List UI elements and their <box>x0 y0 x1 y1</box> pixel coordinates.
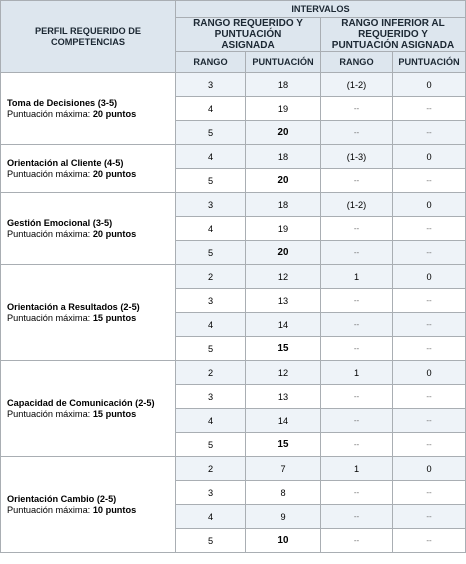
rango-inferior-cell: 1 <box>321 457 393 481</box>
competencia-cell <box>1 145 176 193</box>
table-row <box>1 457 466 481</box>
puntuacion-inferior-cell: 0 <box>393 73 466 97</box>
header-col-puntuacion: PUNTUACIÓN <box>246 52 321 73</box>
puntuacion-cell: 12 <box>246 265 321 289</box>
competencia-max <box>7 109 175 120</box>
table-row <box>1 73 466 97</box>
puntuacion-inferior-cell: -- <box>393 169 466 193</box>
puntuacion-cell: 14 <box>246 313 321 337</box>
puntuacion-cell: 13 <box>246 289 321 313</box>
table-body <box>1 73 466 553</box>
rango-cell: 2 <box>176 361 246 385</box>
rango-inferior-cell: -- <box>321 337 393 361</box>
puntuacion-inferior-cell: -- <box>393 121 466 145</box>
max-label: Puntuación máxima: <box>7 408 91 419</box>
puntuacion-inferior-cell: -- <box>393 409 466 433</box>
max-label: Puntuación máxima: <box>7 504 91 515</box>
puntuacion-inferior-cell: 0 <box>393 361 466 385</box>
competencia-cell <box>1 361 176 457</box>
competencia-cell <box>1 457 176 553</box>
puntuacion-inferior-cell: -- <box>393 217 466 241</box>
table-row <box>1 193 466 217</box>
puntuacion-inferior-cell: -- <box>393 481 466 505</box>
puntuacion-cell: 20 <box>246 241 321 265</box>
rango-cell: 2 <box>176 265 246 289</box>
rango-inferior-cell: -- <box>321 505 393 529</box>
rango-inferior-cell: 1 <box>321 361 393 385</box>
table-row <box>1 145 466 169</box>
header-perfil: PERFIL REQUERIDO DE COMPETENCIAS <box>1 1 176 73</box>
rango-cell: 4 <box>176 97 246 121</box>
max-value: 10 puntos <box>92 504 137 515</box>
puntuacion-cell: 20 <box>246 121 321 145</box>
rango-inferior-cell: (1-3) <box>321 145 393 169</box>
puntuacion-inferior-cell: -- <box>393 337 466 361</box>
rango-cell: 3 <box>176 289 246 313</box>
competencia-cell <box>1 73 176 145</box>
competencia-title: Capacidad de Comunicación (2-5) <box>7 397 155 408</box>
rango-cell: 2 <box>176 457 246 481</box>
rango-cell: 3 <box>176 193 246 217</box>
max-value: 20 puntos <box>92 168 137 179</box>
max-label: Puntuación máxima: <box>7 312 91 323</box>
rango-cell: 4 <box>176 409 246 433</box>
puntuacion-inferior-cell: 0 <box>393 193 466 217</box>
puntuacion-inferior-cell: -- <box>393 289 466 313</box>
header-col-rango-inferior: RANGO <box>321 52 393 73</box>
competencia-title: Toma de Decisiones (3-5) <box>7 97 118 108</box>
puntuacion-cell: 19 <box>246 217 321 241</box>
competencia-title: Orientación Cambio (2-5) <box>7 493 117 504</box>
rango-cell: 3 <box>176 481 246 505</box>
rango-inferior-cell: -- <box>321 433 393 457</box>
competencia-title: Orientación a Resultados (2-5) <box>7 301 140 312</box>
header-intervalos: INTERVALOS <box>176 1 466 18</box>
rango-cell: 4 <box>176 145 246 169</box>
puntuacion-inferior-cell: -- <box>393 241 466 265</box>
table-row <box>1 361 466 385</box>
puntuacion-cell: 12 <box>246 361 321 385</box>
header-col-rango: RANGO <box>176 52 246 73</box>
puntuacion-cell: 13 <box>246 385 321 409</box>
puntuacion-cell: 15 <box>246 433 321 457</box>
competencia-max <box>7 229 175 240</box>
puntuacion-inferior-cell: -- <box>393 433 466 457</box>
rango-inferior-cell: -- <box>321 241 393 265</box>
puntuacion-inferior-cell: -- <box>393 313 466 337</box>
rango-inferior-cell: -- <box>321 121 393 145</box>
max-value: 20 puntos <box>92 108 137 119</box>
rango-cell: 5 <box>176 337 246 361</box>
rango-cell: 5 <box>176 433 246 457</box>
rango-cell: 4 <box>176 217 246 241</box>
rango-inferior-cell: -- <box>321 289 393 313</box>
competencia-max <box>7 169 175 180</box>
puntuacion-cell: 18 <box>246 193 321 217</box>
header-col-puntuacion-inferior: PUNTUACIÓN <box>393 52 466 73</box>
rango-cell: 4 <box>176 313 246 337</box>
puntuacion-inferior-cell: -- <box>393 505 466 529</box>
puntuacion-cell: 10 <box>246 529 321 553</box>
rango-inferior-cell: -- <box>321 97 393 121</box>
rango-inferior-cell: -- <box>321 313 393 337</box>
puntuacion-cell: 8 <box>246 481 321 505</box>
puntuacion-cell: 14 <box>246 409 321 433</box>
rango-inferior-cell: -- <box>321 481 393 505</box>
rango-cell: 5 <box>176 529 246 553</box>
puntuacion-cell: 7 <box>246 457 321 481</box>
puntuacion-cell: 18 <box>246 73 321 97</box>
max-label: Puntuación máxima: <box>7 168 91 179</box>
puntuacion-cell: 18 <box>246 145 321 169</box>
puntuacion-inferior-cell: 0 <box>393 265 466 289</box>
rango-cell: 5 <box>176 121 246 145</box>
max-label: Puntuación máxima: <box>7 108 91 119</box>
puntuacion-inferior-cell: -- <box>393 529 466 553</box>
rango-cell: 3 <box>176 385 246 409</box>
competencia-title: Orientación al Cliente (4-5) <box>7 157 124 168</box>
rango-cell: 4 <box>176 505 246 529</box>
rango-cell: 5 <box>176 241 246 265</box>
competencia-max <box>7 505 175 516</box>
rango-inferior-cell: -- <box>321 409 393 433</box>
max-label: Puntuación máxima: <box>7 228 91 239</box>
rango-inferior-cell: (1-2) <box>321 193 393 217</box>
puntuacion-inferior-cell: -- <box>393 385 466 409</box>
puntuacion-inferior-cell: 0 <box>393 457 466 481</box>
rango-inferior-cell: 1 <box>321 265 393 289</box>
table-header <box>1 1 466 73</box>
header-rango-requerido: RANGO REQUERIDO Y PUNTUACIÓN ASIGNADA <box>176 18 321 52</box>
puntuacion-inferior-cell: 0 <box>393 145 466 169</box>
puntuacion-cell: 20 <box>246 169 321 193</box>
max-value: 20 puntos <box>92 228 137 239</box>
rango-inferior-cell: -- <box>321 529 393 553</box>
table-row <box>1 265 466 289</box>
header-rango-inferior: RANGO INFERIOR AL REQUERIDO Y PUNTUACIÓN ASIGNADA <box>321 18 466 52</box>
puntuacion-inferior-cell: -- <box>393 97 466 121</box>
competencia-cell <box>1 265 176 361</box>
competencia-max <box>7 409 175 420</box>
rango-cell: 3 <box>176 73 246 97</box>
rango-cell: 5 <box>176 169 246 193</box>
puntuacion-cell: 19 <box>246 97 321 121</box>
rango-inferior-cell: -- <box>321 385 393 409</box>
competencia-cell <box>1 193 176 265</box>
rango-inferior-cell: -- <box>321 169 393 193</box>
competencia-title: Gestión Emocional (3-5) <box>7 217 113 228</box>
max-value: 15 puntos <box>92 312 137 323</box>
puntuacion-cell: 9 <box>246 505 321 529</box>
max-value: 15 puntos <box>92 408 137 419</box>
competencia-max <box>7 313 175 324</box>
puntuacion-cell: 15 <box>246 337 321 361</box>
rango-inferior-cell: -- <box>321 217 393 241</box>
rango-inferior-cell: (1-2) <box>321 73 393 97</box>
